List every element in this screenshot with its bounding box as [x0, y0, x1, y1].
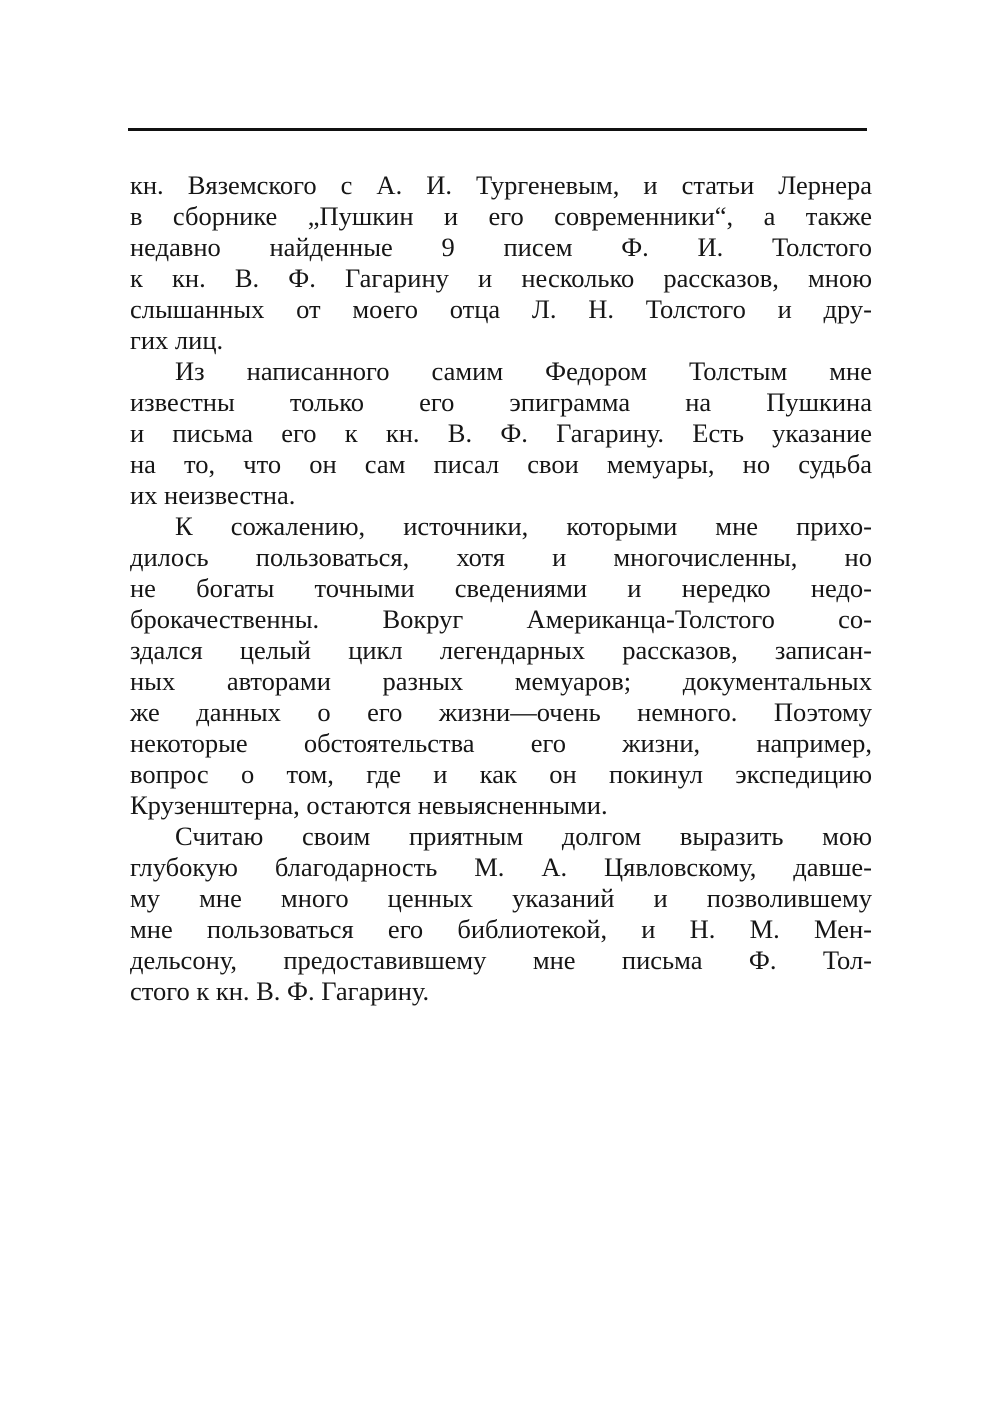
text-line: недавно найденные 9 писем Ф. И. Толстого	[130, 232, 872, 262]
text-line: и письма его к кн. В. Ф. Гагарину. Есть указание	[130, 418, 872, 448]
text-line: му мне много ценных указаний и позволившему	[130, 883, 872, 913]
text-line: стого к кн. В. Ф. Гагарину.	[130, 976, 430, 1006]
text-line: мне пользоваться его библиотекой, и Н. М. Мен-	[130, 914, 872, 944]
paragraph	[130, 821, 872, 1007]
paragraph	[130, 356, 872, 511]
text-line: в сборнике „Пушкин и его современники“, а также	[130, 201, 872, 231]
text-line: кн. Вяземского с А. И. Тургеневым, и статьи Лернера	[130, 170, 872, 200]
text-line: здался целый цикл легендарных рассказов, записан-	[130, 635, 872, 665]
text-line: их неизвестна.	[130, 480, 296, 510]
text-line: некоторые обстоятельства его жизни, например,	[130, 728, 872, 758]
text-line: на то, что он сам писал свои мемуары, но судьба	[130, 449, 872, 479]
text-line: ных авторами разных мемуаров; документальных	[130, 666, 872, 696]
text-line: вопрос о том, где и как он покинул экспедицию	[130, 759, 872, 789]
paragraph	[130, 511, 872, 821]
paragraph	[130, 170, 872, 356]
text-line: Из написанного самим Федором Толстым мне	[175, 356, 872, 386]
text-line: слышанных от моего отца Л. Н. Толстого и дру-	[130, 294, 872, 324]
text-line: не богаты точными сведениями и нередко недо-	[130, 573, 872, 603]
text-line: гих лиц.	[130, 325, 224, 355]
text-line: К сожалению, источники, которыми мне прихо-	[175, 511, 872, 541]
text-line: Крузенштерна, остаются невыясненными.	[130, 790, 608, 820]
text-line: брокачественны. Вокруг Американца-Толстого со-	[130, 604, 872, 634]
text-line: дельсону, предоставившему мне письма Ф. Тол-	[130, 945, 872, 975]
header-rule	[128, 128, 867, 131]
text-line: к кн. В. Ф. Гагарину и несколько рассказов, мною	[130, 263, 872, 293]
body-text	[130, 170, 872, 1007]
text-line: дилось пользоваться, хотя и многочисленны, но	[130, 542, 872, 572]
text-line: известны только его эпиграмма на Пушкина	[130, 387, 872, 417]
text-line: Считаю своим приятным долгом выразить мою	[175, 821, 872, 851]
text-line: глубокую благодарность М. А. Цявловскому, давше-	[130, 852, 872, 882]
text-line: же данных о его жизни—очень немного. Поэтому	[130, 697, 872, 727]
